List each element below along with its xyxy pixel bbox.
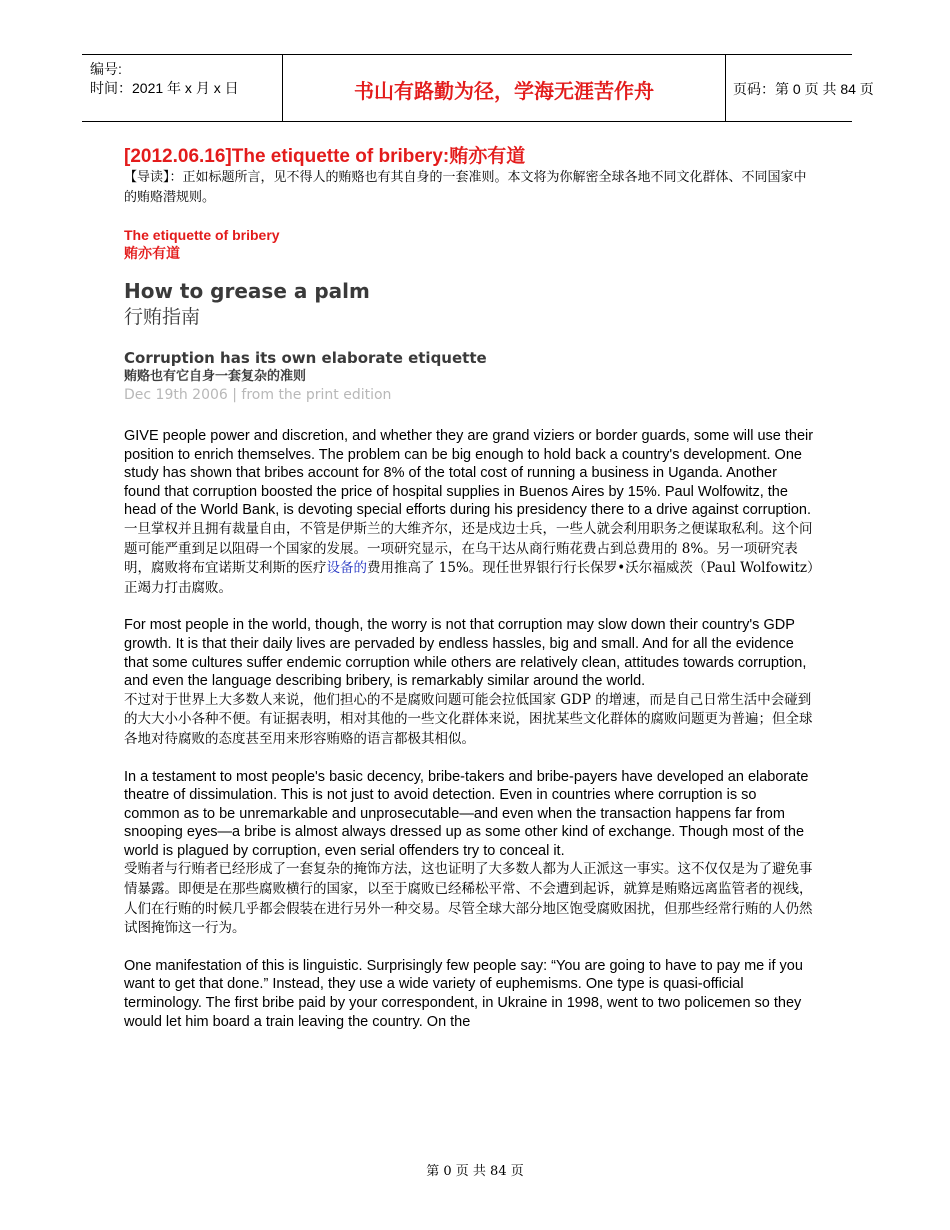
heading-zh: 行贿指南	[124, 306, 201, 328]
header-motto-cell	[282, 55, 726, 121]
article-title: [2012.06.16]The etiquette of bribery:贿亦有道	[124, 146, 526, 167]
document-time: 时间：2021 年 x 月 x 日	[90, 80, 239, 96]
article-intro: 【导读】：正如标题所言，见不得人的贿赂也有其自身的一套准则。本文将为你解密全球各地不同文化群体、不同国家中的贿赂潜规则。	[124, 170, 807, 205]
paragraph-2-en: For most people in the world, though, the worry is not that corruption may slow down their country's GDP growth. It is that their daily lives are pervaded by endless hassles, big and small. And for all the evidence that some cultures suffer endemic corruption while others are relatively clean, attitudes towards corruption, and even the language describing bribery, is remarkably similar around the world.	[124, 617, 807, 690]
subtitle-zh: 贿亦有道	[124, 246, 180, 262]
paragraph-1-zh-part-b: 费用推高了 15%。现任世界银行行长保罗•沃尔福威茨（Paul Wolfowitz）正竭力打击腐败。	[124, 560, 814, 596]
subheading-en: Corruption has its own elaborate etiquette	[124, 349, 487, 367]
header-page-number: 页码：第 0 页 共 84 页	[733, 81, 874, 97]
paragraph-1-zh	[124, 520, 814, 598]
header-info	[82, 55, 282, 121]
equipment-link[interactable]: 设备的	[326, 560, 367, 577]
paragraph-3-en: In a testament to most people's basic decency, bribe-takers and bribe-payers have developed an elaborate theatre of dissimulation. This is not just to avoid detection. Even in countries where corruption is so common as to be unremarkable and unprosecutable—and even when the transaction happens far from snooping eyes—a bribe is almost always dressed up as some other kind of exchange. Though most of the world is plagued by corruption, even serial offenders try to conceal it.	[124, 768, 809, 859]
dateline: Dec 19th 2006 | from the print edition	[124, 387, 392, 403]
paragraph-3-zh: 受贿者与行贿者已经形成了一套复杂的掩饰方法，这也证明了大多数人都为人正派这一事实。这不仅仅是为了避免事情暴露。即便是在那些腐败横行的国家，以至于腐败已经稀松平常、不会遭到起诉，就算是贿赂远离监管者的视线，人们在行贿的时候几乎都会假装在进行另外一种交易。尽管全球大部分地区饱受腐败困扰，但那些经常行贿的人仍然试图掩饰这一行为。	[124, 861, 813, 937]
subheading-zh: 贿赂也有它自身一套复杂的准则	[124, 369, 307, 384]
article-body	[124, 146, 814, 1031]
heading-en: How to grease a palm	[124, 279, 370, 303]
paragraph-2-zh: 不过对于世界上大多数人来说，他们担心的不是腐败问题可能会拉低国家 GDP 的增速，而是自己日常生活中会碰到的大大小小各种不便。有证据表明，相对其他的一些文化群体来说，困扰某些文化群体的腐败问题更为普遍；但全球各地对待腐败的态度甚至用来形容贿赂的语言都极其相似。	[124, 691, 813, 747]
document-number: 编号:	[90, 61, 122, 77]
subtitle-en: The etiquette of bribery	[124, 227, 280, 243]
paragraph-1-zh-part-a: 一旦掌权并且拥有裁量自由，不管是伊斯兰的大维齐尔，还是戍边士兵，一些人就会利用职务之便谋取私利。这个问题可能严重到足以阻碍一个国家的发展。一项研究显示，在乌干达从商行贿花费占到总费用的 8%。另一项研究表明，腐败将布宜诺斯艾利斯的医疗	[124, 520, 813, 577]
page-header	[82, 54, 874, 122]
header-motto: 书山有路勤为径，学海无涯苦作舟	[354, 79, 654, 103]
paragraph-4-en: One manifestation of this is linguistic. Surprisingly few people say: “You are going to have to pay me if you want to get that done.” Instead, they use a wide variety of euphemisms. One type is quasi-official terminology. The first bribe paid by your correspondent, in Ukraine in 1998, went to two policemen so they would let him board a train leaving the country. On the	[124, 957, 803, 1030]
page-footer: 第 0 页 共 84 页	[426, 1164, 524, 1179]
paragraph-1-en: GIVE people power and discretion, and whether they are grand viziers or border guards, some will use their position to enrich themselves. The problem can be big enough to hold back a country's development. One study has shown that bribes account for 8% of the total cost of running a business in Uganda. Another found that corruption boosted the price of hospital supplies in Buenos Aires by 15%. Paul Wolfowitz, the head of the World Bank, is devoting special efforts during his presidency there to a drive against corruption.	[124, 428, 814, 519]
